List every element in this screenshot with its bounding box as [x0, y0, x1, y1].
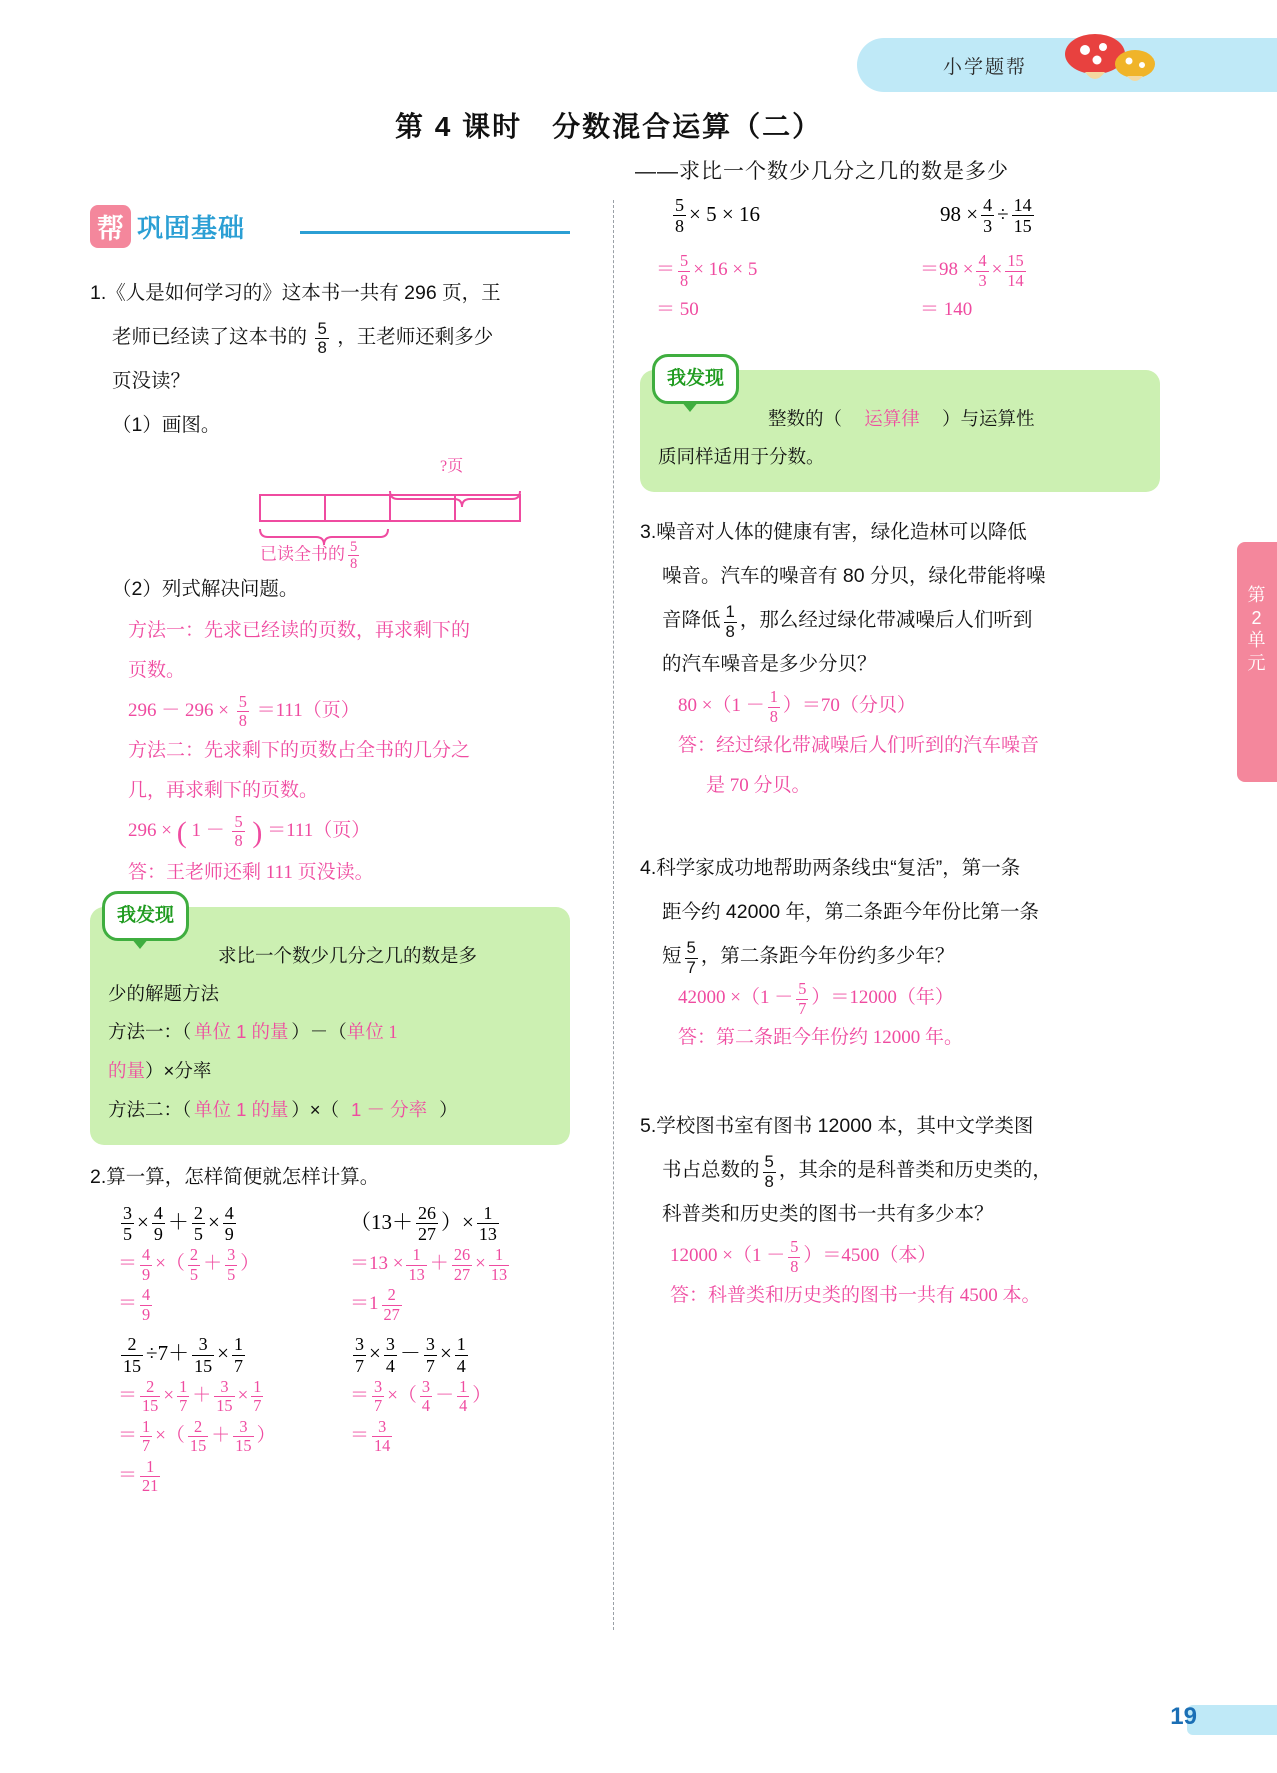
found1-line2: 少的解题方法	[108, 983, 220, 1004]
page-title: 第 4 课时 分数混合运算（二）	[395, 111, 823, 142]
found1-method2: 方法二：（ 单位 1 的量 ）×（ 1 － 分率 ）	[108, 1099, 458, 1120]
q1-method1-line1: 方法一：先求已经读的页数，再求剩下的	[128, 620, 471, 641]
side-tab-line-2: 单	[1247, 630, 1267, 650]
found-box-2	[640, 370, 1160, 492]
calc-right: 98 × $\frac{4}{3}$ ÷ $\frac{14}{15}$ ＝98 × $\frac{4}{3}$ × $\frac{15}{14}$ ＝ 140	[900, 195, 1160, 330]
side-tab-line-1: 2	[1251, 607, 1263, 628]
column-divider	[613, 200, 615, 1630]
q1-answer	[128, 611, 570, 893]
found2-line2: 质同样适用于分数。	[658, 446, 825, 468]
left-column	[90, 205, 570, 1496]
page-footer-band	[1187, 1705, 1277, 1735]
page-number: 19	[1170, 1703, 1197, 1730]
side-tab-line-0: 第	[1247, 585, 1267, 605]
q2-item-3: $\frac{2}{15}$ ÷7＋ $\frac{3}{15}$ × $\frac{1}{7}$ ＝ $\frac{2}{15}$ × $\frac{1}{7}$ ＋ $\frac{3}{15}$ × $\frac{1}{7}$ ＝ $\frac{1}{7}$ ×（ $\frac{2}{15}$ ＋ $\frac{3}{15}$ ） ＝ $\frac{1}{21}$	[118, 1334, 276, 1495]
q1-method1-equation: 296 － 296 × $\frac{5}{8}$ ＝111（页）	[128, 691, 360, 731]
q2-number: 2.	[90, 1166, 107, 1188]
found1-line1: 求比一个数少几分之几的数是多	[218, 945, 478, 966]
found-bubble-1: 我发现	[102, 891, 189, 941]
q3-answer	[678, 686, 1160, 806]
q1-diagram-left-label: 已读全书的 $\frac{5}{8}$	[260, 539, 358, 573]
page-subtitle: ——求比一个数少几分之几的数是多少	[635, 160, 1009, 183]
q4-line-2: 距今约 42000 年，第二条距今年份比第一条	[662, 901, 1040, 924]
q4-equation: 42000 ×（1 － $\frac{5}{7}$ ）＝12000（年）	[678, 979, 954, 1018]
q1-line-2a: 老师已经读了这本书的	[112, 326, 308, 348]
q2-item-2: （13＋ $\frac{26}{27}$ ）× $\frac{1}{13}$ ＝13 × $\frac{1}{13}$ ＋ $\frac{26}{27}$ × $\frac{1}{13}$ ＝1 $\frac{2}{27}$	[350, 1203, 508, 1324]
q5-line-1: 学校图书室有图书 12000 本，其中文学类图	[656, 1115, 1034, 1138]
calc-left: $\frac{5}{8}$ × 5 × 16 ＝ $\frac{5}{8}$ × 16 × 5 ＝ 50	[640, 195, 900, 330]
q3-line-4: 的汽车噪音是多少分贝？	[662, 653, 877, 676]
question-3	[640, 510, 1160, 686]
found-bubble-2: 我发现	[652, 354, 739, 404]
q2-item-4: $\frac{3}{7}$ × $\frac{3}{4}$ － $\frac{3}{7}$ × $\frac{1}{4}$ ＝ $\frac{3}{7}$ ×（ $\frac{3}{4}$ － $\frac{1}{4}$ ） ＝ $\frac{3}{14}$	[350, 1334, 492, 1455]
q1-sub-1: （1）画图。	[112, 414, 221, 436]
q1-fraction: $\frac{5}{8}$	[317, 318, 327, 358]
unit-side-tab	[1237, 542, 1277, 782]
calc-left-step1: ＝ $\frac{5}{8}$ × 16 × 5	[656, 251, 758, 290]
right-top-calculations	[640, 195, 1160, 330]
found1-method1-cont: 的量）×分率	[108, 1060, 212, 1082]
q1-method2-line1: 方法二：先求剩下的页数占全书的几分之	[128, 740, 471, 761]
q1-method2-line2: 几，再求剩下的页数。	[128, 780, 319, 801]
q1-method1-line2: 页数。	[128, 660, 186, 681]
q3-answer-line1: 答：经过绿化带减噪后人们听到的汽车噪音	[678, 735, 1040, 757]
q3-line-3: 音降低 $\frac{1}{8}$ ，那么经过绿化带减噪后人们听到	[662, 602, 1033, 641]
q1-number: 1.	[90, 282, 107, 304]
mushroom-icon	[1057, 30, 1167, 92]
calc-right-step2: ＝ 140	[920, 299, 973, 321]
q1-line-2b: ，王老师还剩多少	[337, 326, 494, 348]
section-rule	[300, 231, 570, 234]
q1-line-1: 《人是如何学习的》这本书一共有 296 页，王	[106, 282, 501, 304]
side-tab-line-3: 元	[1247, 652, 1267, 673]
section-header	[90, 205, 570, 253]
calc-right-step1: ＝98 × $\frac{4}{3}$ × $\frac{15}{14}$	[920, 251, 1024, 290]
section-badge-text: 巩固基础	[137, 213, 246, 243]
q5-number: 5.	[640, 1115, 657, 1138]
q3-equation: 80 ×（1 － $\frac{1}{8}$ ）＝70（分贝）	[678, 687, 916, 726]
found-box-1	[90, 907, 570, 1145]
q5-line-3: 科普类和历史类的图书一共有多少本？	[662, 1203, 994, 1226]
q1-diagram-right-label: ?页	[440, 458, 464, 475]
q1-final-answer: 答：王老师还剩 111 页没读。	[128, 862, 374, 883]
q4-line-1: 科学家成功地帮助两条线虫“复活”，第一条	[656, 857, 1021, 880]
brand-title: 小学题帮	[942, 57, 1027, 78]
q1-bar-diagram	[240, 453, 570, 573]
q5-equation: 12000 ×（1 － $\frac{5}{8}$ ）＝4500（本）	[670, 1237, 937, 1276]
q1-line-3: 页没读？	[112, 370, 191, 392]
question-1	[90, 271, 570, 447]
q3-answer-line2: 是 70 分贝。	[706, 775, 811, 797]
q5-answer-line: 答：科普类和历史类的图书一共有 4500 本。	[670, 1285, 1041, 1307]
right-column	[640, 195, 1160, 1316]
q5-line-2: 书占总数的 $\frac{5}{8}$ ，其余的是科普类和历史类的，	[662, 1152, 1052, 1191]
q3-number: 3.	[640, 521, 657, 544]
section-badge-bang: 帮	[90, 205, 131, 248]
q1-sub-2: （2）列式解决问题。	[112, 578, 299, 600]
q1-method2-equation: 296 × ( 1 － $\frac{5}{8}$ ) ＝111（页）	[128, 811, 371, 851]
question-4	[640, 846, 1160, 978]
found2-line1: 整数的（ 运算律 ）与运算性	[768, 408, 1035, 430]
q4-number: 4.	[640, 857, 657, 880]
q5-answer	[670, 1236, 1160, 1316]
question-2	[90, 1155, 570, 1199]
found1-method1: 方法一：（ 单位 1 的量 ）－（单位 1	[108, 1021, 398, 1043]
q4-answer	[678, 978, 1160, 1058]
q2-item-1: $\frac{3}{5}$ × $\frac{4}{9}$ ＋ $\frac{2}{5}$ × $\frac{4}{9}$ ＝ $\frac{4}{9}$ ×（ $\frac{2}{5}$ ＋ $\frac{3}{5}$ ） ＝ $\frac{4}{9}$	[118, 1203, 260, 1324]
q3-line-2: 噪音。汽车的噪音有 80 分贝，绿化带能将噪	[662, 565, 1046, 588]
q3-line-1: 噪音对人体的健康有害，绿化造林可以降低	[656, 521, 1027, 544]
q4-answer-line: 答：第二条距今年份约 12000 年。	[678, 1027, 964, 1049]
calc-left-step2: ＝ 50	[656, 299, 699, 321]
question-5	[640, 1104, 1160, 1236]
q4-line-3: 短 $\frac{5}{7}$ ，第二条距今年份约多少年？	[662, 938, 955, 977]
q2-text: 算一算，怎样简便就怎样计算。	[106, 1166, 380, 1188]
